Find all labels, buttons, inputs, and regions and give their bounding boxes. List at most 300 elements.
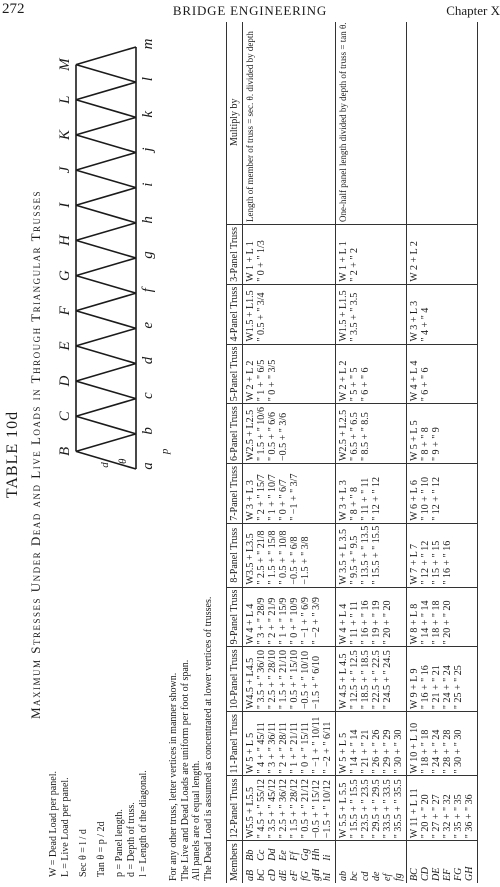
stress-line (322, 287, 333, 342)
diagonal-member (76, 82, 136, 100)
stress-line: " 12 + " 12 (420, 540, 431, 585)
stress-line: " 8 + " 8 (349, 486, 360, 521)
diagonal-member (76, 381, 136, 399)
stress-line: " 1 + " 10/7 (267, 474, 278, 521)
stress-line (371, 406, 382, 461)
stress-line: " 8.5 + " 8.5 (360, 412, 371, 462)
members-cell (407, 841, 478, 883)
chapter-head: Chapter X (446, 3, 500, 18)
def-panel-length: p = Panel length. (114, 809, 125, 877)
stress-line: " 2.5 + " 21/8 (256, 530, 267, 585)
stress-line: W 4 + L 4 (409, 360, 420, 402)
stress-line (289, 347, 300, 402)
stress-line: W 11 + L 11 (409, 788, 420, 839)
notes-block (168, 597, 214, 881)
stress-line (393, 590, 404, 645)
stress-line (360, 287, 371, 342)
stress-cell (243, 776, 336, 841)
stress-line: W 7 + L 7 (409, 543, 420, 585)
stress-line: W 3 + L 3 (245, 480, 256, 521)
stress-line: " 21 + " 21 (360, 729, 371, 774)
stress-line: " 1 + " 6/5 (256, 359, 267, 402)
multiplier-cell: Length of member of truss = sec. θ. divided by depth (245, 31, 255, 223)
stress-cell (243, 284, 336, 344)
stress-line (311, 406, 322, 461)
stress-line: " 12 + " 12 (371, 476, 382, 521)
stress-line: " 16 + " 16 (420, 665, 431, 710)
stress-line: W3.5 + L3.5 (245, 533, 256, 585)
stress-line: W1.5 + L1.5 (245, 290, 256, 342)
stress-line: W2.5 + L2.5 (245, 409, 256, 462)
stress-line: " 35 + " 35 (453, 794, 464, 839)
stress-line: " 4.5 + " 55/12 (256, 779, 267, 839)
stress-cell (243, 225, 336, 285)
stress-cell (407, 284, 478, 344)
table-row (243, 22, 336, 883)
stress-line: " 3.5 + " 36/10 (256, 650, 267, 710)
stress-line (322, 590, 333, 645)
stress-line: " 28 + " 28 (442, 729, 453, 774)
top-vertex-label: J (57, 166, 73, 174)
stress-line: " 6.5 + " 6.5 (349, 412, 360, 462)
table-row (407, 22, 478, 883)
diagonal-member (76, 364, 136, 382)
diagonal-member (76, 65, 136, 83)
bottom-vertex-label: a (140, 462, 156, 470)
diagonal-member (76, 346, 136, 364)
bottom-vertex-label: g (140, 251, 156, 259)
stress-line: " 29 + " 29 (382, 729, 393, 774)
depth-label: d (99, 462, 111, 468)
diagonal-member (76, 399, 136, 417)
stress-line (453, 287, 464, 342)
stress-cell (407, 464, 478, 524)
member-label: DE (431, 867, 442, 881)
stress-line (464, 590, 475, 645)
col-header: 11-Panel Truss (227, 712, 243, 776)
stress-line: " 2.5 + " 36/12 (278, 779, 289, 839)
stress-line: W 4 + L 4 (245, 603, 256, 645)
stress-cell (336, 712, 407, 776)
stress-line: " 18.5 + " 18.5 (360, 650, 371, 710)
col-header: Members (227, 841, 243, 883)
stress-line (371, 347, 382, 402)
stress-line: " 20 + " 20 (382, 600, 393, 645)
landscape-table-page (0, 22, 500, 887)
stress-line: W4.5 + L4.5 (245, 657, 256, 710)
bottom-vertex-label: m (140, 38, 156, 50)
col-header: 7-Panel Truss (227, 464, 243, 524)
member-label: aB (245, 869, 256, 881)
stress-line: −0.5 + " 10/10 (300, 650, 311, 710)
stress-line (311, 526, 322, 585)
diagonal-member (76, 223, 136, 241)
stress-line: " 24 + " 24 (431, 729, 442, 774)
bottom-vertex-label: d (140, 356, 156, 365)
stress-line (382, 287, 393, 342)
stress-line (322, 347, 333, 402)
bottom-vertex-label: l (140, 77, 156, 82)
stress-line: " 12 + " 12 (431, 476, 442, 521)
member-label: bc (349, 871, 360, 881)
stress-line: " 2 + " 21/9 (267, 597, 278, 645)
stress-cell (336, 404, 407, 464)
stress-line: " 3 + " 28/9 (256, 597, 267, 645)
stress-line: " 29.5 + " 29.5 (371, 779, 382, 839)
running-head: BRIDGE ENGINEERING (172, 3, 328, 18)
stress-line (431, 227, 442, 282)
stress-line: −1.5 + " 6/10 (311, 655, 322, 710)
stress-line: " 3.5 + " 3.5 (349, 292, 360, 342)
stress-line: W 3 + L 3 (338, 480, 349, 521)
stress-cell (407, 225, 478, 285)
stress-line: " 1.5 + " 10/6 (256, 406, 267, 462)
stress-line: W 3 + L 3 (409, 300, 420, 342)
diagonal-member (76, 170, 136, 188)
member-label: ef (382, 873, 393, 881)
stress-line: " 23.5 + " 23.5 (360, 779, 371, 839)
stress-line: " 0.5 + " 6/6 (267, 411, 278, 462)
col-header: 12-Panel Truss (227, 776, 243, 841)
member-label: Gg (300, 848, 311, 861)
stress-line: W1.5 + L1.5 (338, 290, 349, 342)
stress-line (453, 227, 464, 282)
member-label: Cc (256, 849, 267, 861)
stress-line (382, 526, 393, 585)
stress-line (311, 347, 322, 402)
stress-line: " 4 + " 45/11 (256, 722, 267, 774)
stress-cell (407, 712, 478, 776)
stress-line: W 2 + L 2 (409, 241, 420, 282)
col-header: 9-Panel Truss (227, 587, 243, 647)
table-row (336, 22, 407, 883)
stress-line: " 1 + " 21/11 (289, 722, 300, 774)
stress-line: " 0 + " 3/5 (267, 359, 278, 402)
note-line: The Dead Load is assumed as concentrated at lower vertices of trusses. (202, 596, 214, 881)
rotated-page-region (0, 22, 500, 887)
stress-line (278, 287, 289, 342)
bottom-vertex-label: e (140, 321, 156, 329)
def-dead-load: W = Dead Load per panel. (48, 771, 59, 877)
multiplier-cell (407, 22, 478, 225)
diagonal-member (76, 416, 136, 434)
top-vertex-label: K (57, 129, 73, 140)
stress-cell (336, 464, 407, 524)
stress-line: " 3.5 + " 45/12 (267, 779, 278, 839)
stress-line (267, 287, 278, 342)
stress-line (442, 466, 453, 521)
stress-line: " 1.5 + " 15/8 (267, 530, 278, 585)
stress-cell (243, 464, 336, 524)
top-vertex-label: F (57, 306, 73, 316)
stress-line: W 8 + L 8 (409, 603, 420, 645)
stress-line: " 13.5 + " 13.5 (360, 525, 371, 585)
stress-line (382, 227, 393, 282)
stress-line: " 15.5 + " 15.5 (349, 779, 360, 839)
top-vertex-label: E (57, 341, 73, 351)
def-live-load: L = Live Load per panel. (60, 777, 71, 877)
stress-line (311, 287, 322, 342)
stress-line (322, 466, 333, 521)
top-vertex-label: D (57, 375, 73, 387)
stress-line: " 0 + " 10/9 (289, 597, 300, 645)
members-cell (336, 841, 407, 883)
member-label: BC (409, 868, 420, 881)
stress-line (442, 287, 453, 342)
stress-line (431, 347, 442, 402)
stress-line (360, 227, 371, 282)
stress-line: " 25 + " 25 (453, 665, 464, 710)
stress-line: W 4.5 + L 4.5 (338, 653, 349, 710)
stress-line: " 11 + " 11 (349, 601, 360, 645)
member-label: Ff (289, 851, 300, 861)
stress-line: W 2 + L 2 (245, 360, 256, 402)
member-label: GH (464, 866, 475, 881)
stress-line (322, 649, 333, 709)
diagonal-member (76, 258, 136, 276)
stress-line: " 0 + " 1/3 (256, 240, 267, 282)
stress-cell (243, 587, 336, 647)
stress-line (393, 406, 404, 461)
member-label: de (371, 871, 382, 881)
diagonal-member (76, 135, 136, 153)
stress-line: " 3 + " 36/11 (267, 722, 278, 774)
stress-line: " 0 + " 6/7 (278, 479, 289, 521)
stress-line: " 1.5 + " 21/10 (278, 650, 289, 710)
stress-cell (243, 523, 336, 587)
stress-line: " 2 + " 28/11 (278, 722, 289, 774)
stress-line (300, 466, 311, 521)
stress-line (371, 287, 382, 342)
stress-line (464, 347, 475, 402)
stress-line (278, 227, 289, 282)
stress-line (289, 227, 300, 282)
stress-line: " 18 + " 18 (420, 729, 431, 774)
stress-line: " 35.5 + " 35.5 (393, 779, 404, 839)
stress-line: " 0.5 + " 10/8 (278, 530, 289, 585)
member-label: FG (453, 867, 464, 881)
stress-line: " 1 + " 15/9 (278, 597, 289, 645)
stress-line: " 15.5 + " 15.5 (371, 525, 382, 585)
stress-line: " −1 + " 6/9 (300, 597, 311, 645)
stress-line: −1.5 + " 10/12 (322, 780, 333, 839)
stress-line (442, 227, 453, 282)
stress-line: " 20 + " 20 (420, 794, 431, 839)
stress-line (300, 227, 311, 282)
member-label: eF (289, 870, 300, 881)
stress-line (442, 406, 453, 461)
stress-line: " 36 + " 36 (464, 794, 475, 839)
stress-line: " 24 + " 24 (442, 665, 453, 710)
stress-line: " 6 + " 6 (420, 367, 431, 402)
stress-line (464, 526, 475, 585)
stress-line: " 0 + " 15/11 (300, 722, 311, 774)
stress-cell (336, 587, 407, 647)
stress-line (464, 406, 475, 461)
stress-line (453, 466, 464, 521)
stress-line (289, 406, 300, 461)
table-title: TABLE 10d (4, 410, 21, 499)
stress-line: " 6 + " 6 (360, 367, 371, 402)
stress-line (267, 227, 278, 282)
stress-line: −1.5 + " 3/8 (300, 536, 311, 585)
stress-line: W 3.5 + L 3.5 (338, 528, 349, 585)
page-number: 272 (2, 1, 25, 17)
bottom-vertex-label: b (140, 427, 156, 435)
members-cell (243, 841, 336, 883)
stress-line: W 10 + L 10 (409, 722, 420, 774)
stress-line: W5.5 + L5.5 (245, 787, 256, 839)
diagonal-member (76, 153, 136, 171)
stress-line: W 2 + L 2 (338, 360, 349, 402)
stress-cell (336, 284, 407, 344)
stress-line: W 6 + L 6 (409, 480, 420, 521)
member-label: fg (393, 873, 404, 881)
bottom-vertex-label: i (140, 182, 156, 187)
stress-line: " 4 + " 4 (420, 307, 431, 342)
col-header: 3-Panel Truss (227, 225, 243, 285)
stress-line: " 14 + " 14 (420, 600, 431, 645)
stress-line (431, 287, 442, 342)
stress-line: " 12.5 + " 12.5 (349, 650, 360, 710)
stress-line (382, 406, 393, 461)
stress-line: −0.5 + " 15/12 (311, 780, 322, 839)
stress-line (464, 649, 475, 709)
stress-line (289, 287, 300, 342)
member-label: Dd (267, 848, 278, 861)
stress-line: " −2 + " 6/11 (322, 721, 333, 774)
diagonal-member (76, 293, 136, 311)
stress-line: " 32 + " 32 (442, 794, 453, 839)
top-vertex-label: G (57, 270, 73, 282)
stress-cell (336, 647, 407, 712)
multiplier-cell: One-half panel length divided by depth of truss = tan θ. (338, 22, 348, 223)
stress-line (453, 347, 464, 402)
bottom-vertex-label: j (140, 147, 156, 152)
stress-line: " 16 + " 16 (360, 600, 371, 645)
stress-cell (336, 225, 407, 285)
stress-cell (407, 587, 478, 647)
stress-cell (336, 344, 407, 404)
stress-line (420, 227, 431, 282)
diagonal-member (76, 311, 136, 329)
stress-cell (407, 776, 478, 841)
stress-line (322, 406, 333, 461)
stress-line (393, 287, 404, 342)
stress-cell (407, 647, 478, 712)
top-vertex-label: C (57, 411, 73, 422)
member-label: Ee (278, 850, 289, 861)
col-header: Multiply by (229, 98, 240, 146)
stress-line (464, 466, 475, 521)
stress-line: " 21 + " 21 (431, 665, 442, 710)
stress-line: " 1.5 + " 28/12 (289, 779, 300, 839)
stress-line: W 9 + L 9 (409, 668, 420, 710)
top-vertex-label: L (57, 95, 73, 104)
panel-length-label: p (159, 448, 171, 455)
stress-line (300, 406, 311, 461)
member-label: bC (256, 869, 267, 881)
diagonal-member (76, 240, 136, 258)
stress-line: " 24.5 + " 24.5 (382, 650, 393, 710)
stress-line: −0.5 + " 6/8 (289, 536, 300, 585)
diagonal-member (76, 328, 136, 346)
col-header: 8-Panel Truss (227, 523, 243, 587)
stress-line (393, 227, 404, 282)
stress-line: " −1 + " 10/11 (311, 716, 322, 774)
bottom-vertex-label: h (140, 216, 156, 224)
stress-line (393, 649, 404, 709)
stress-line (371, 227, 382, 282)
stress-table (226, 22, 478, 883)
stress-line: " 2 + " 15/7 (256, 474, 267, 521)
member-label: ab (338, 871, 349, 881)
note-line: The Live and Dead Loads are uniform per foot of span. (179, 659, 191, 881)
stress-line: " 2 + " 2 (349, 247, 360, 282)
stress-line: " 15 + " 15 (431, 540, 442, 585)
stress-line (382, 466, 393, 521)
definitions-block (48, 770, 150, 877)
diagonal-member (76, 276, 136, 294)
stress-cell (407, 404, 478, 464)
def-tan-theta: Tan θ = p / 2d (96, 821, 107, 877)
note-line: All panels are of equal length. (191, 760, 202, 881)
stress-line (453, 526, 464, 585)
stress-line (442, 347, 453, 402)
stress-line (300, 347, 311, 402)
stress-line: " 14 + " 14 (349, 729, 360, 774)
def-sec-theta: Sec θ = l / d (78, 829, 89, 877)
stress-line: " 8 + " 8 (420, 427, 431, 462)
col-header: 6-Panel Truss (227, 404, 243, 464)
stress-line: " 30 + " 30 (393, 729, 404, 774)
member-label: CD (420, 867, 431, 881)
stress-line (453, 406, 464, 461)
member-label: Ii (322, 854, 333, 861)
stress-line: " 18 + " 18 (431, 600, 442, 645)
col-header: 5-Panel Truss (227, 344, 243, 404)
stress-line: " −2 + " 3/9 (311, 597, 322, 645)
stress-line: " 26 + " 26 (371, 729, 382, 774)
member-label: EF (442, 868, 453, 881)
stress-line: W 1 + L 1 (338, 241, 349, 282)
bottom-vertex-label: f (140, 288, 156, 293)
top-vertex-label: H (57, 234, 73, 246)
stress-cell (243, 712, 336, 776)
stress-cell (407, 344, 478, 404)
stress-line (464, 227, 475, 282)
stress-line: " 9 + " 9 (431, 427, 442, 462)
stress-line (382, 347, 393, 402)
stress-line: " −1 + " 3/7 (289, 473, 300, 521)
bottom-vertex-label: k (140, 110, 156, 118)
stress-line (393, 466, 404, 521)
stress-line (453, 590, 464, 645)
stress-cell (336, 523, 407, 587)
stress-line: " 10 + " 10 (420, 476, 431, 521)
diagonal-member (76, 434, 136, 452)
diagonal-member (76, 117, 136, 135)
diagonal-member (76, 47, 136, 65)
stress-line: " 5 + " 5 (349, 367, 360, 402)
member-label: Bb (245, 849, 256, 861)
stress-line: " 27 + " 27 (431, 794, 442, 839)
top-vertex-label: M (57, 58, 73, 71)
member-label: fG (300, 871, 311, 881)
stress-line: W 5 + L 5 (338, 732, 349, 774)
top-vertex-label: I (57, 202, 73, 208)
table-subtitle: Maximum Stresses Under Dead and Live Loads in Through Triangular Trusses (28, 189, 43, 720)
